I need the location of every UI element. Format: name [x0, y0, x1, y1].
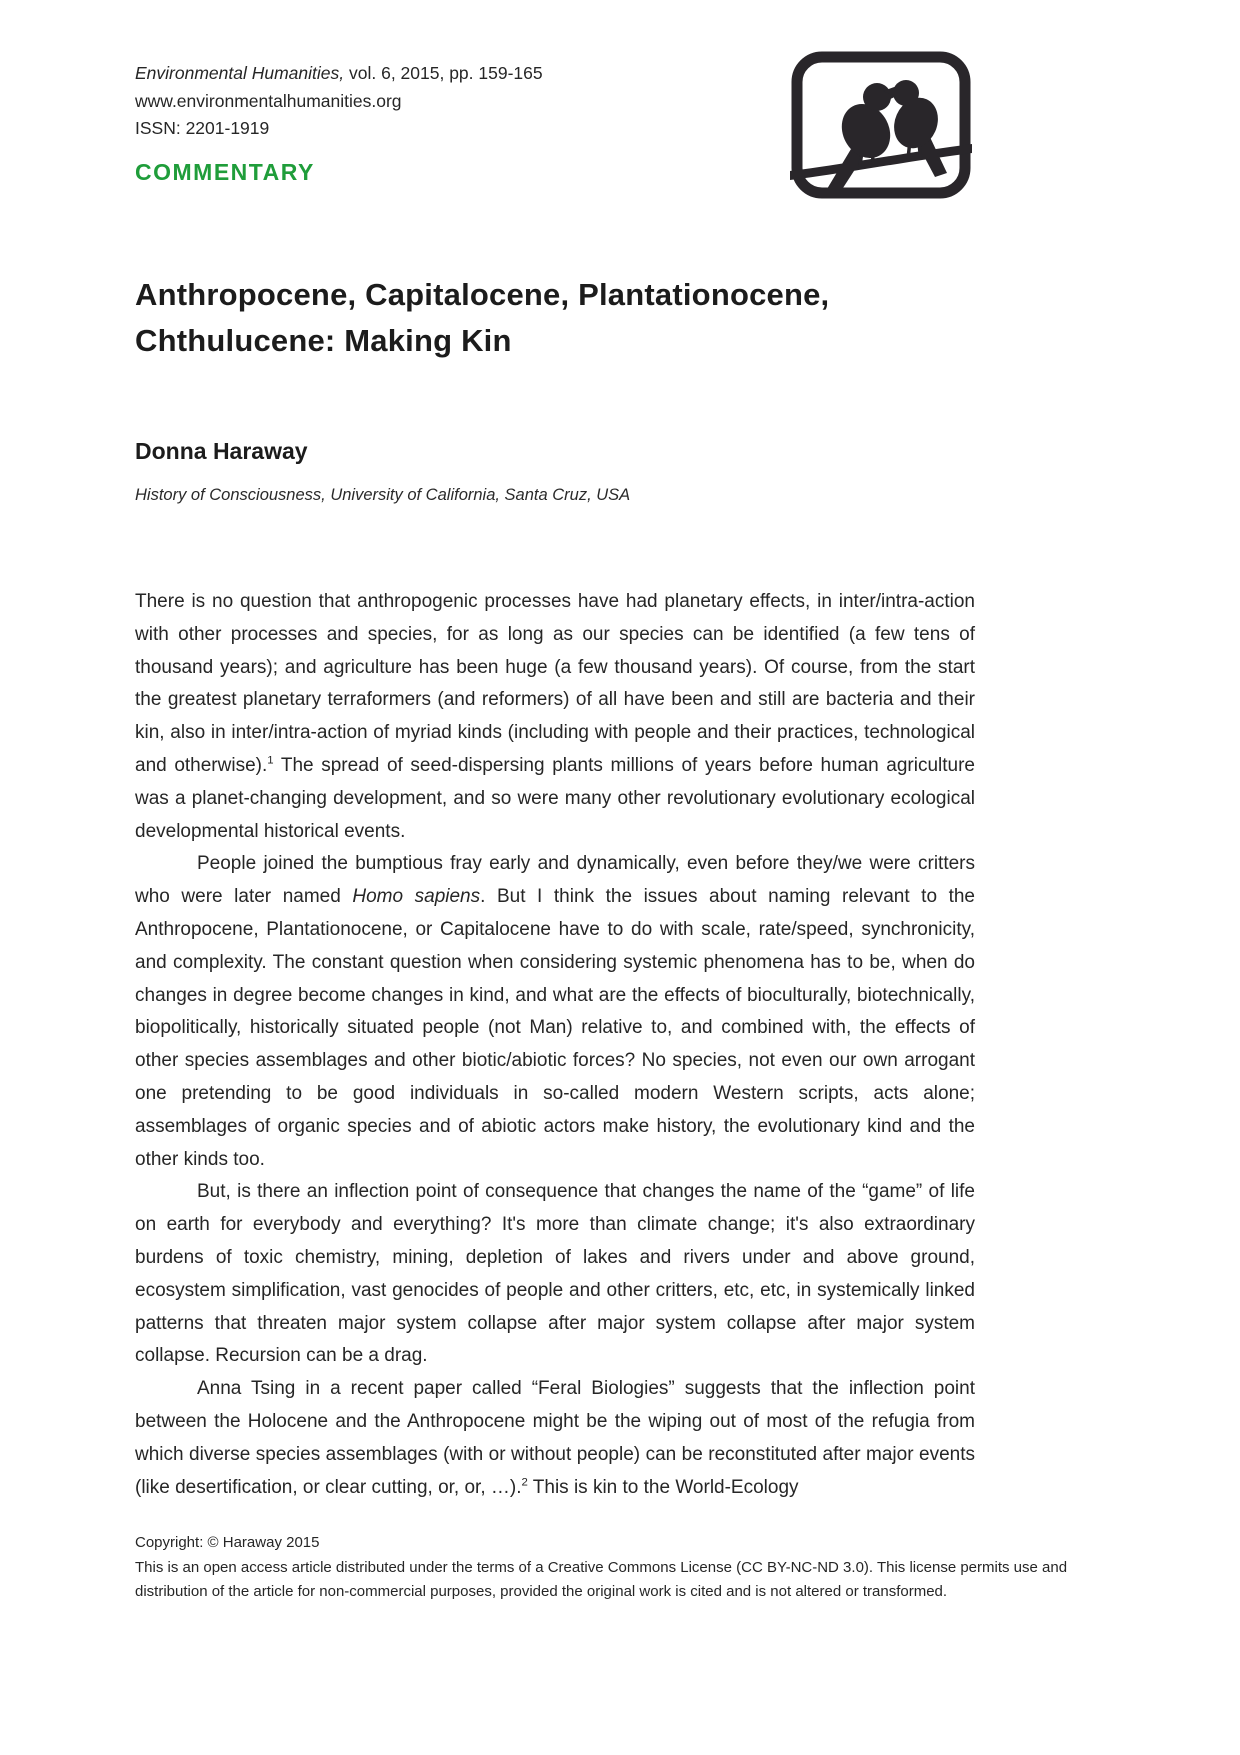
section-label: COMMENTARY [135, 159, 315, 185]
journal-issn: ISSN: 2201-1919 [135, 118, 270, 138]
journal-logo [789, 49, 973, 201]
journal-name: Environmental Humanities, [135, 63, 345, 83]
paragraph-1: There is no question that anthropogenic processes have had planetary effects, in inter/intra-action with other processes and species, for as long as our species can be identified (a few tens of thousand years); and agriculture has been huge (a few thousand years). Of course, from the start the greatest planetary terraformers (and reformers) of all have been and still are bacteria and their kin, also in inter/intra-action of myriad kinds (including with people and their practices, technological and otherwise).$^1$ The spread of seed-dispersing plants millions of years before human agriculture was a planet-changing development, and so were many other revolutionary evolutionary ecological developmental historical events. [135, 591, 975, 842]
license-text: This is an open access article distributed under the terms of a Creative Commons License (CC BY-NC-ND 3.0). This license permits use and distribution of the article for non-commercial purposes, provided the original work is cited and is not altered or transformed. [135, 1559, 1068, 1600]
paragraph-4: Anna Tsing in a recent paper called “Feral Biologies” suggests that the inflection point between the Holocene and the Anthropocene might be the wiping out of most of the refugia from which diverse species assemblages (with or without people) can be reconstituted after major events (like desertification, or clear cutting, or, or, …).$^2$ This is kin to the World-Ecology [135, 1378, 975, 1498]
journal-header [135, 60, 543, 143]
journal-website: www.environmentalhumanities.org [135, 90, 402, 111]
author-affiliation: History of Consciousness, University of California, Santa Cruz, USA [135, 486, 631, 504]
copyright-line: Copyright: © Haraway 2015 [135, 1534, 320, 1551]
article-title-line2: Chthulucene: Making Kin [135, 323, 512, 358]
article-title-line1: Anthropocene, Capitalocene, Plantationocene, [135, 277, 830, 312]
author-name: Donna Haraway [135, 438, 308, 464]
article-body [135, 586, 975, 1504]
journal-citation-line [135, 60, 543, 88]
article-title [135, 272, 995, 364]
paragraph-3: But, is there an inflection point of consequence that changes the name of the “game” of life on earth for everybody and everything? It's more than climate change; it's also extraordinary burdens of toxic chemistry, mining, depletion of lakes and rivers under and above ground, ecosystem simplification, vast genocides of people and other critters, etc, etc, in systemically linked patterns that threaten major system collapse after major system collapse after major system collapse. Recursion can be a drag. [135, 1181, 975, 1367]
two-birds-on-branch-icon [789, 49, 973, 201]
journal-volume-pages: vol. 6, 2015, pp. 159-165 [344, 63, 543, 83]
page-footer [135, 1531, 1110, 1604]
paragraph-2: People joined the bumptious fray early and dynamically, even before they/we were critters who were later named Homo sapiens. But I think the issues about naming relevant to the Anthropocene, Plantationocene, or Capitalocene have to do with scale, rate/speed, synchronicity, and complexity. The constant question when considering systemic phenomena has to be, when do changes in degree become changes in kind, and what are the effects of bioculturally, biotechnically, biopolitically, historically situated people (not Man) relative to, and combined with, the effects of other species assemblages and other biotic/abiotic forces? No species, not even our own arrogant one pretending to be good individuals in so-called modern Western scripts, acts alone; assemblages of organic species and of abiotic actors make history, the evolutionary kind and the other kinds too. [135, 853, 976, 1170]
